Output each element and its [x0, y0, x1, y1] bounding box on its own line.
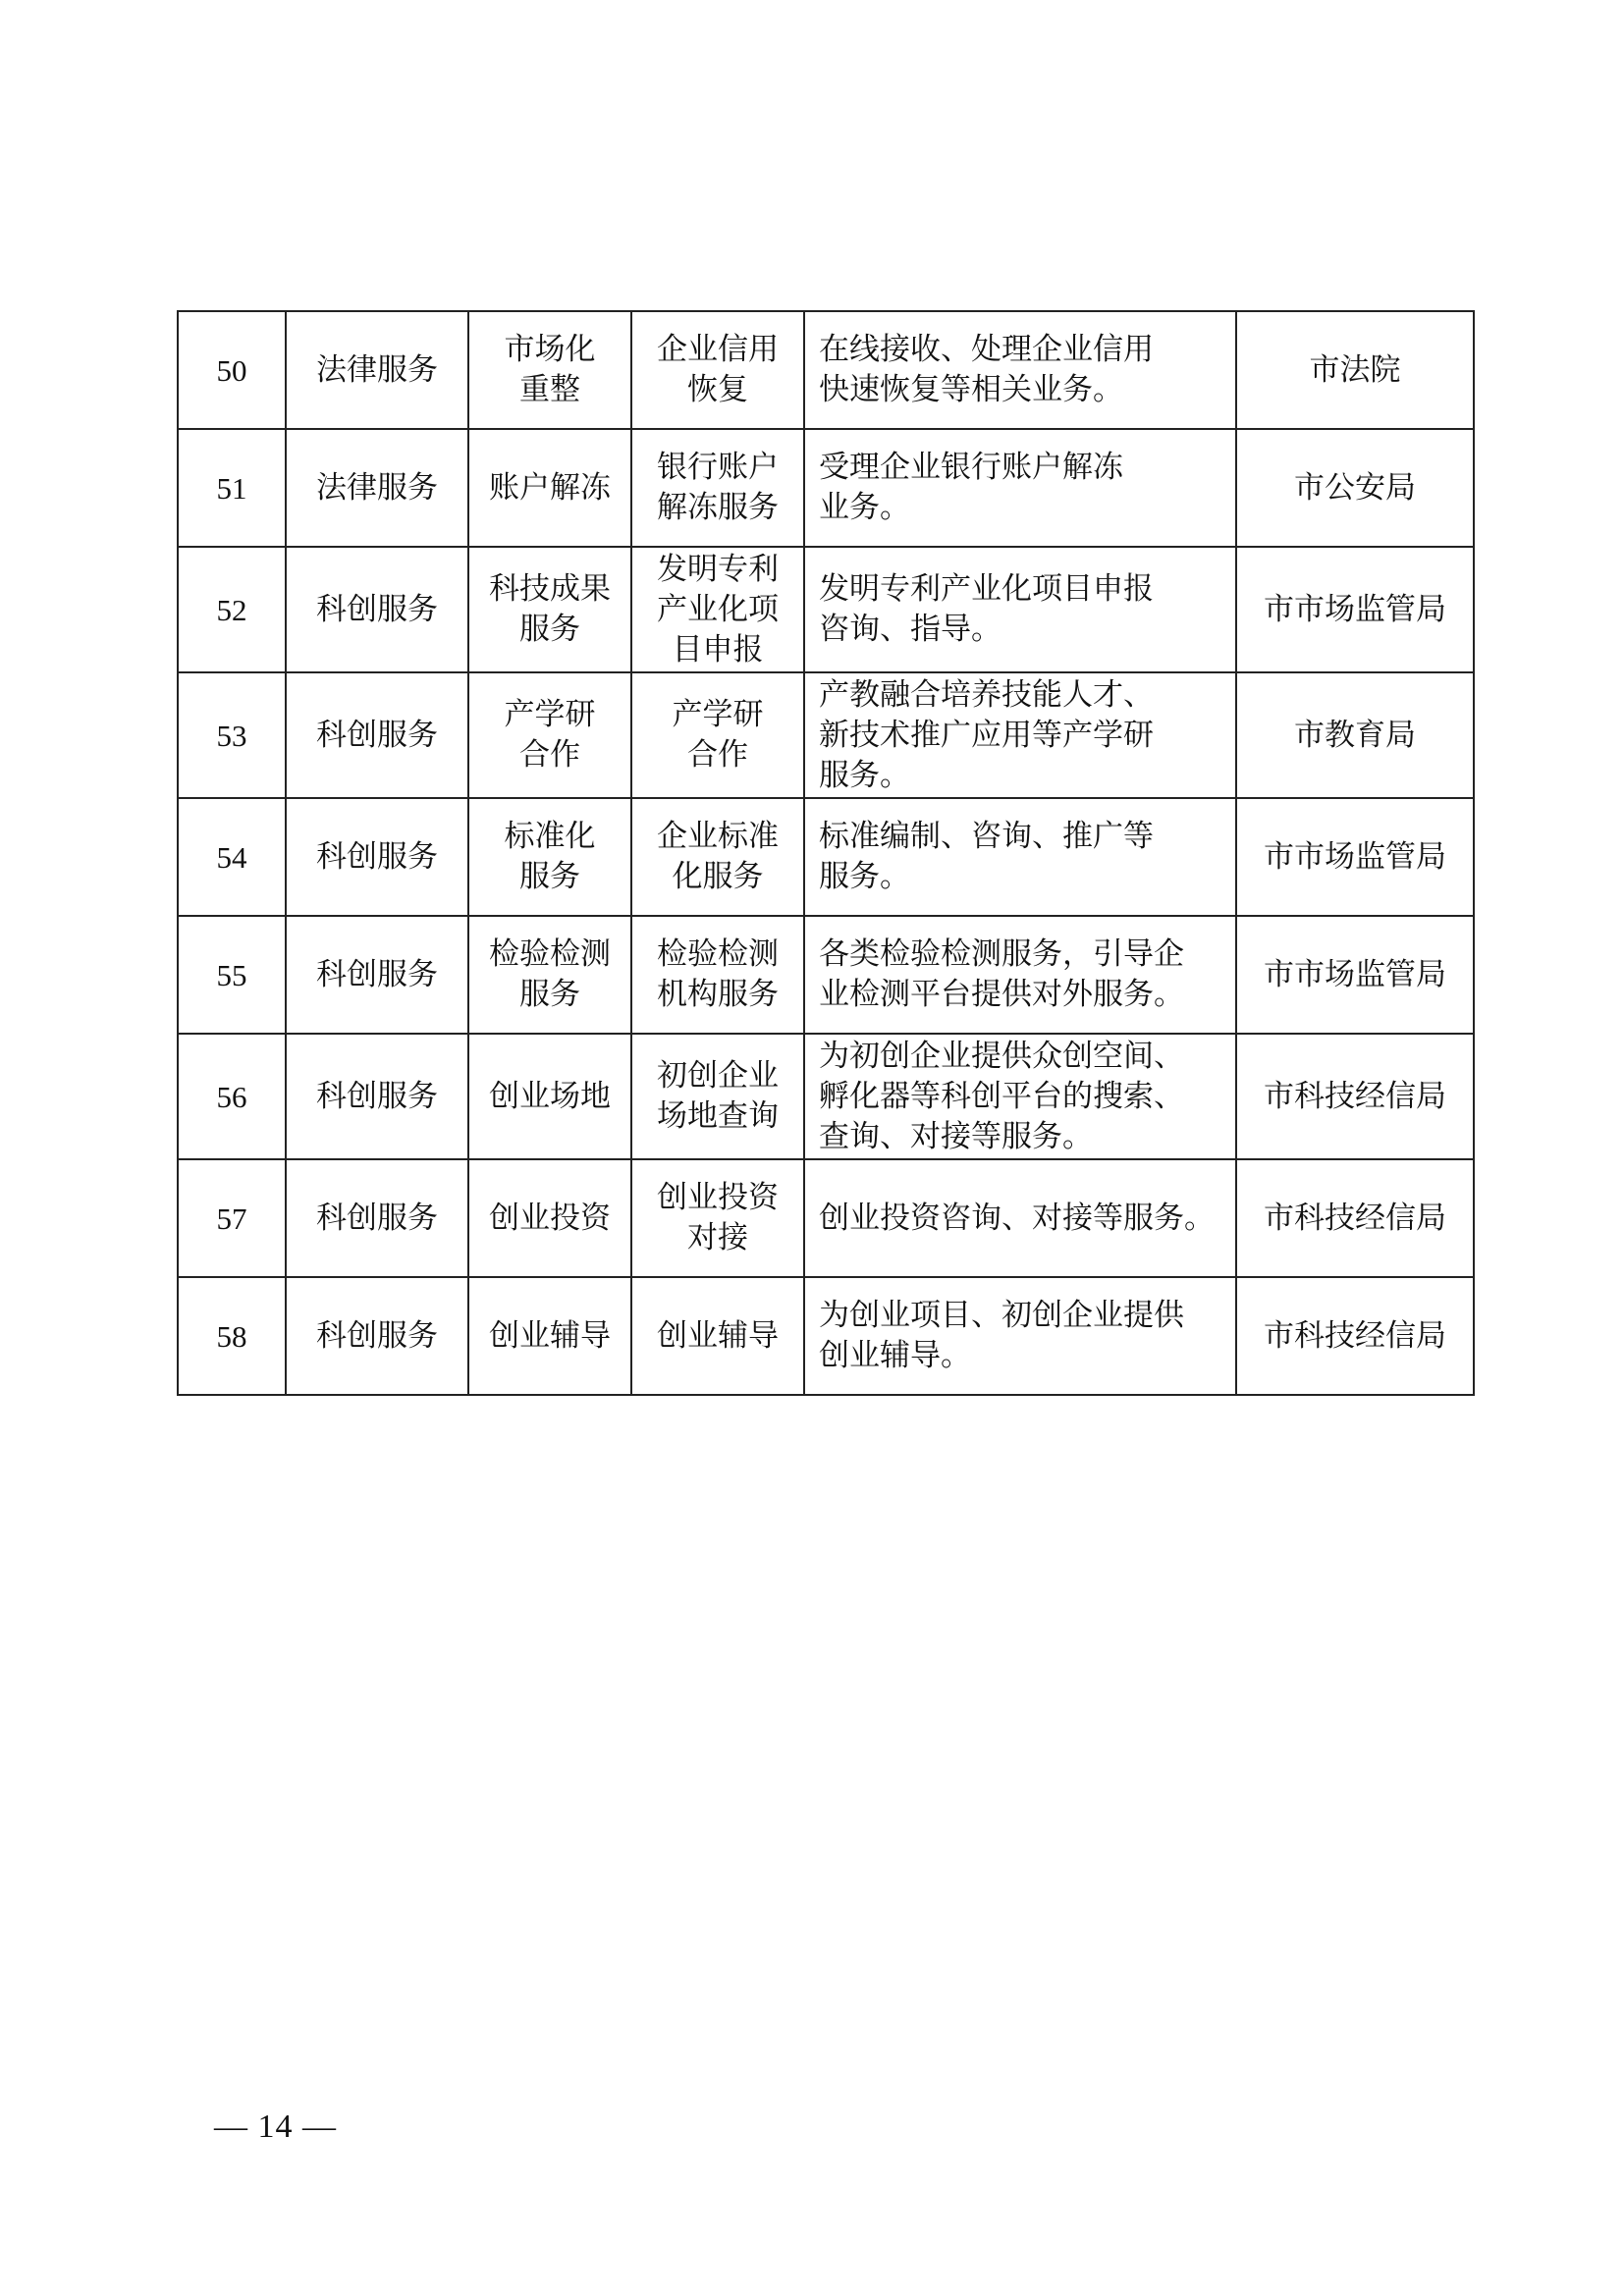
description-cell — [804, 798, 1236, 916]
row-number-text: 50 — [216, 352, 247, 388]
description-cell-text: 标准编制、咨询、推广等 服务。 — [819, 819, 1154, 894]
department-cell-text: 市市场监管局 — [1264, 956, 1446, 992]
subitem-cell-text: 银行账户 解冻服务 — [657, 450, 779, 525]
row-number-text: 54 — [216, 839, 247, 875]
row-number — [178, 547, 286, 672]
department-cell-text: 市科技经信局 — [1264, 1078, 1446, 1114]
department-cell — [1236, 798, 1474, 916]
department-cell-text: 市法院 — [1309, 351, 1401, 388]
department-cell — [1236, 547, 1474, 672]
item-cell-text: 检验检测 服务 — [489, 936, 611, 1012]
description-cell — [804, 916, 1236, 1034]
category-cell-text: 科创服务 — [316, 838, 438, 875]
department-cell — [1236, 1159, 1474, 1277]
subitem-cell-text: 产学研 合作 — [672, 697, 764, 773]
item-cell-text: 市场化 重整 — [504, 332, 596, 407]
department-cell-text: 市科技经信局 — [1264, 1317, 1446, 1354]
category-cell-text: 法律服务 — [316, 469, 438, 506]
department-cell-text: 市教育局 — [1294, 717, 1416, 753]
description-cell — [804, 1159, 1236, 1277]
description-cell-text: 创业投资咨询、对接等服务。 — [819, 1200, 1215, 1236]
table-row — [178, 1034, 1474, 1159]
page-number: — 14 — — [214, 2109, 337, 2145]
category-cell — [286, 1159, 468, 1277]
row-number-text: 58 — [216, 1318, 247, 1354]
subitem-cell-text: 创业辅导 — [657, 1317, 779, 1354]
description-cell-text: 在线接收、处理企业信用 快速恢复等相关业务。 — [819, 332, 1154, 407]
table-body — [178, 311, 1474, 1395]
subitem-cell — [631, 798, 804, 916]
department-cell — [1236, 311, 1474, 429]
subitem-cell-text: 创业投资 对接 — [657, 1180, 779, 1255]
category-cell — [286, 1277, 468, 1395]
description-cell-text: 各类检验检测服务，引导企 业检测平台提供对外服务。 — [819, 936, 1184, 1012]
row-number — [178, 1034, 286, 1159]
subitem-cell — [631, 429, 804, 547]
subitem-cell — [631, 311, 804, 429]
department-cell — [1236, 1034, 1474, 1159]
row-number-text: 55 — [216, 957, 247, 992]
item-cell-text: 产学研 合作 — [504, 697, 596, 773]
subitem-cell — [631, 547, 804, 672]
item-cell — [468, 1034, 631, 1159]
subitem-cell-text: 企业信用 恢复 — [657, 332, 779, 407]
subitem-cell — [631, 672, 804, 798]
description-cell — [804, 547, 1236, 672]
department-cell — [1236, 1277, 1474, 1395]
subitem-cell-text: 企业标准 化服务 — [657, 819, 779, 894]
category-cell — [286, 429, 468, 547]
department-cell-text: 市市场监管局 — [1264, 838, 1446, 875]
category-cell-text: 科创服务 — [316, 591, 438, 627]
description-cell — [804, 672, 1236, 798]
row-number-text: 56 — [216, 1079, 247, 1114]
department-cell — [1236, 916, 1474, 1034]
category-cell — [286, 798, 468, 916]
category-cell-text: 科创服务 — [316, 956, 438, 992]
category-cell-text: 科创服务 — [316, 1317, 438, 1354]
item-cell-text: 科技成果 服务 — [489, 571, 611, 647]
description-cell — [804, 1034, 1236, 1159]
description-cell — [804, 311, 1236, 429]
category-cell — [286, 672, 468, 798]
table-row — [178, 798, 1474, 916]
description-cell-text: 为创业项目、初创企业提供 创业辅导。 — [819, 1298, 1184, 1373]
item-cell — [468, 1159, 631, 1277]
row-number-text: 57 — [216, 1201, 247, 1236]
item-cell-text: 标准化 服务 — [504, 819, 596, 894]
table-row — [178, 311, 1474, 429]
category-cell — [286, 547, 468, 672]
subitem-cell-text: 检验检测 机构服务 — [657, 936, 779, 1012]
row-number-text: 53 — [216, 718, 247, 753]
category-cell-text: 科创服务 — [316, 1078, 438, 1114]
department-cell-text: 市科技经信局 — [1264, 1200, 1446, 1236]
category-cell — [286, 1034, 468, 1159]
category-cell — [286, 916, 468, 1034]
item-cell — [468, 1277, 631, 1395]
description-cell-text: 受理企业银行账户解冻 业务。 — [819, 450, 1123, 525]
description-cell-text: 为初创企业提供众创空间、 孵化器等科创平台的搜索、 查询、对接等服务。 — [819, 1038, 1184, 1154]
row-number-text: 51 — [216, 470, 247, 506]
row-number — [178, 1159, 286, 1277]
row-number — [178, 916, 286, 1034]
item-cell — [468, 916, 631, 1034]
row-number — [178, 798, 286, 916]
department-cell — [1236, 429, 1474, 547]
item-cell — [468, 311, 631, 429]
row-number — [178, 429, 286, 547]
category-cell-text: 法律服务 — [316, 351, 438, 388]
row-number — [178, 311, 286, 429]
table-row — [178, 1277, 1474, 1395]
item-cell — [468, 798, 631, 916]
subitem-cell-text: 初创企业 场地查询 — [657, 1058, 779, 1134]
description-cell-text: 产教融合培养技能人才、 新技术推广应用等产学研 服务。 — [819, 676, 1154, 793]
item-cell-text: 创业辅导 — [489, 1317, 611, 1354]
subitem-cell — [631, 916, 804, 1034]
category-cell-text: 科创服务 — [316, 717, 438, 753]
subitem-cell — [631, 1277, 804, 1395]
service-table — [177, 310, 1475, 1396]
item-cell — [468, 672, 631, 798]
subitem-cell — [631, 1034, 804, 1159]
table-row — [178, 547, 1474, 672]
row-number — [178, 672, 286, 798]
description-cell-text: 发明专利产业化项目申报 咨询、指导。 — [819, 571, 1154, 647]
table-row — [178, 429, 1474, 547]
category-cell — [286, 311, 468, 429]
table-row — [178, 916, 1474, 1034]
row-number — [178, 1277, 286, 1395]
department-cell-text: 市市场监管局 — [1264, 591, 1446, 627]
table-row — [178, 672, 1474, 798]
subitem-cell-text: 发明专利 产业化项 目申报 — [657, 551, 779, 667]
item-cell — [468, 429, 631, 547]
description-cell — [804, 1277, 1236, 1395]
department-cell-text: 市公安局 — [1294, 469, 1416, 506]
item-cell — [468, 547, 631, 672]
subitem-cell — [631, 1159, 804, 1277]
item-cell-text: 创业投资 — [489, 1200, 611, 1236]
item-cell-text: 账户解冻 — [489, 469, 611, 506]
description-cell — [804, 429, 1236, 547]
row-number-text: 52 — [216, 592, 247, 627]
table-row — [178, 1159, 1474, 1277]
department-cell — [1236, 672, 1474, 798]
item-cell-text: 创业场地 — [489, 1078, 611, 1114]
category-cell-text: 科创服务 — [316, 1200, 438, 1236]
